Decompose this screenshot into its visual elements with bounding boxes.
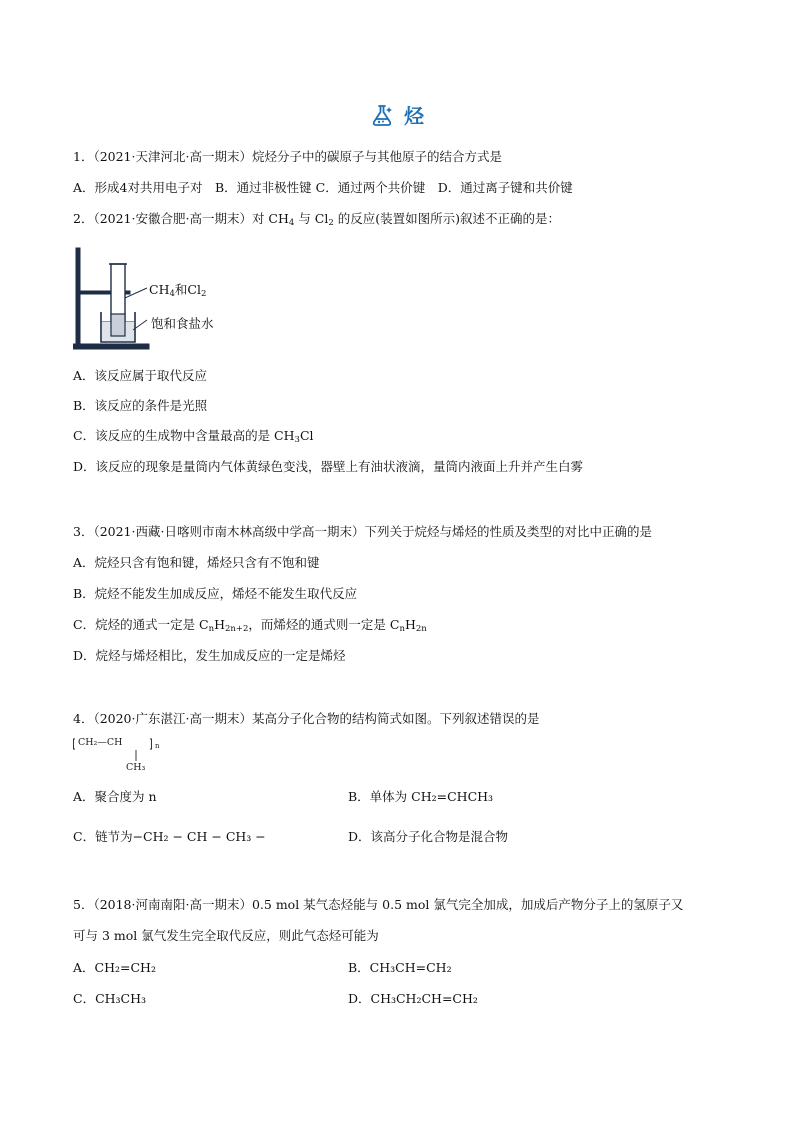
apparatus-drawing xyxy=(73,244,153,354)
q2-option-a: A．该反应属于取代反应 xyxy=(73,368,208,383)
apparatus-figure xyxy=(73,244,214,358)
q5-stem-1: 5．（2018·河南南阳·高一期末）0.5 mol 某气态烃能与 0.5 mol 氯气完全加成，加成后产物分子上的氢原子又 xyxy=(73,897,684,912)
q4-option-a: A．聚合度为 n xyxy=(73,789,157,804)
q1-stem: 1．（2021·天津河北·高一期末）烷烃分子中的碳原子与其他原子的结合方式是 xyxy=(73,149,502,164)
q2-option-c: C．该反应的生成物中含量最高的是 $CH_3Cl$ xyxy=(73,428,314,445)
q5-option-a: A．CH₂=CH₂ xyxy=(73,960,156,975)
page-title-wrap xyxy=(0,100,794,131)
structure-n: n xyxy=(155,742,160,750)
q3-option-b: B．烷烃不能发生加成反应，烯烃不能发生取代反应 xyxy=(73,586,358,601)
q2-stem: 2．（2021·安徽合肥·高一期末）对 $CH_4$ 与 $Cl_2$ 的反应(装置如图所示)叙述不正确的是： xyxy=(73,211,561,228)
q4-option-b: B．单体为 CH₂=CHCH₃ xyxy=(348,789,494,804)
q2-option-d: D．该反应的现象是量筒内气体黄绿色变浅，器壁上有油状液滴，量筒内液面上升并产生白雾 xyxy=(73,459,584,474)
q1-options: A．形成4对共用电子对 B．通过非极性键 C．通过两个共价键 D．通过离子键和共价键 xyxy=(73,180,573,195)
q2-option-b: B．该反应的条件是光照 xyxy=(73,398,208,413)
q3-option-c: C．烷烃的通式一定是 $C_nH_{2n+2}$，而烯烃的通式则一定是 $C_nH_{2n}$ xyxy=(73,617,427,634)
q5-stem-2: 可与 3 mol 氯气发生完全取代反应，则此气态烃可能为 xyxy=(73,928,379,943)
q4-option-d: D．该高分子化合物是混合物 xyxy=(348,829,509,844)
q3-option-d: D．烷烃与烯烃相比，发生加成反应的一定是烯烃 xyxy=(73,648,346,663)
q5-option-b: B．CH₃CH=CH₂ xyxy=(348,960,452,975)
structure-methyl: CH₃ xyxy=(126,762,146,773)
q4-stem: 4．（2020·广东湛江·高一期末）某高分子化合物的结构简式如图。下列叙述错误的是 xyxy=(73,711,540,726)
q5-option-c: C．CH₃CH₃ xyxy=(73,991,147,1006)
flask-icon xyxy=(370,103,396,127)
q4-option-c: C．链节为−CH₂ − CH − CH₃ − xyxy=(73,829,266,844)
structure-main-chain: CH₂—CH xyxy=(78,737,123,748)
q3-stem: 3．（2021·西藏·日喀则市南木林高级中学高一期末）下列关于烷烃与烯烃的性质及类型的对比中正确的是 xyxy=(73,524,652,539)
title-text: 烃 xyxy=(404,104,424,128)
q3-option-a: A．烷烃只含有饱和键，烯烃只含有不饱和键 xyxy=(73,555,320,570)
page-title xyxy=(370,100,424,129)
q5-option-d: D．CH₃CH₂CH=CH₂ xyxy=(348,991,478,1006)
label-gas: $CH_4$和$Cl_2$ xyxy=(149,282,207,299)
label-water: 饱和食盐水 xyxy=(151,316,214,331)
